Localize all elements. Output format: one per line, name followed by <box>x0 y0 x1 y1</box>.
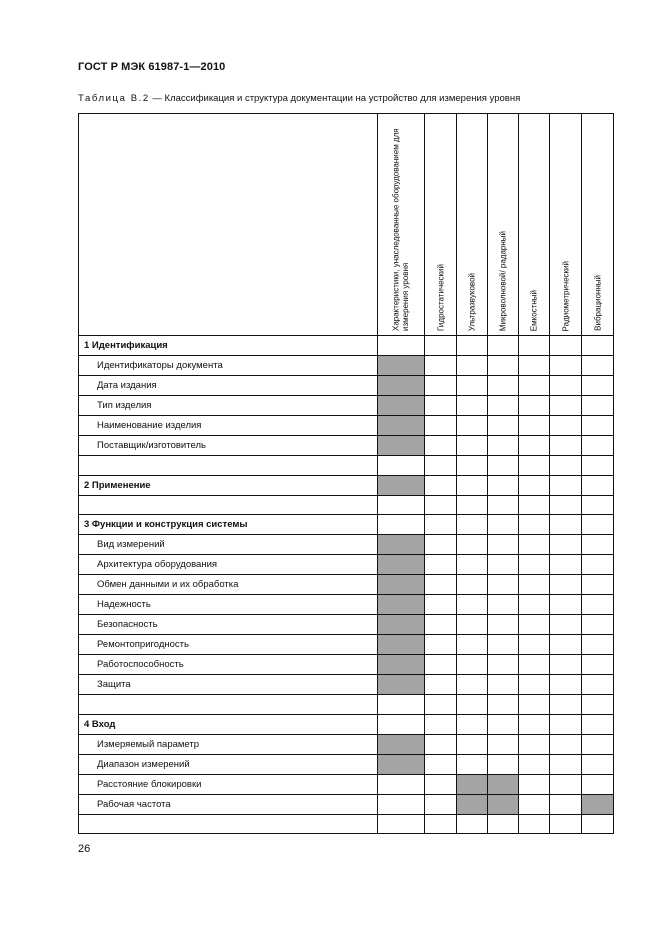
empty-cell <box>425 674 457 694</box>
empty-cell <box>550 655 582 675</box>
empty-cell <box>457 714 488 734</box>
empty-cell <box>550 754 582 774</box>
empty-cell <box>488 635 519 655</box>
row-label-cell: Рабочая частота <box>79 794 378 814</box>
empty-cell <box>519 415 550 435</box>
empty-cell <box>425 395 457 415</box>
empty-cell <box>519 754 550 774</box>
empty-cell <box>519 355 550 375</box>
column-header <box>550 114 582 336</box>
row-label-cell: Архитектура оборудования <box>79 555 378 575</box>
empty-cell <box>488 694 519 714</box>
empty-cell <box>425 415 457 435</box>
table-row <box>79 555 614 575</box>
empty-cell <box>378 714 425 734</box>
empty-cell <box>488 455 519 475</box>
empty-cell <box>425 515 457 535</box>
empty-cell <box>425 455 457 475</box>
shaded-cell <box>378 535 425 555</box>
row-label-cell: Надежность <box>79 595 378 615</box>
empty-cell <box>425 615 457 635</box>
shaded-cell <box>378 595 425 615</box>
column-header-label: Микроволновой/ радарный <box>498 230 508 331</box>
row-label-cell: Ремонтопригодность <box>79 635 378 655</box>
empty-cell <box>488 375 519 395</box>
table-row <box>79 655 614 675</box>
row-label-cell <box>79 455 378 475</box>
empty-cell <box>457 655 488 675</box>
empty-cell <box>519 395 550 415</box>
column-header-label: Ультразвуковой <box>467 272 477 331</box>
empty-cell <box>550 375 582 395</box>
empty-cell <box>550 535 582 555</box>
row-label-cell: Вид измерений <box>79 535 378 555</box>
empty-cell <box>425 475 457 495</box>
empty-cell <box>425 774 457 794</box>
caption-text: — Классификация и структура документации на устройство для измерения уровня <box>149 93 521 104</box>
empty-cell <box>582 774 614 794</box>
row-label-cell <box>79 694 378 714</box>
empty-cell <box>550 694 582 714</box>
empty-cell <box>550 794 582 814</box>
empty-cell <box>457 595 488 615</box>
empty-cell <box>582 515 614 535</box>
column-header-label: Емкостный <box>529 289 539 331</box>
empty-cell <box>425 655 457 675</box>
empty-cell <box>457 814 488 834</box>
column-header <box>457 114 488 336</box>
shaded-cell <box>457 774 488 794</box>
empty-cell <box>457 694 488 714</box>
empty-cell <box>488 535 519 555</box>
empty-cell <box>582 535 614 555</box>
shaded-cell <box>378 435 425 455</box>
empty-cell <box>519 575 550 595</box>
shaded-cell <box>378 355 425 375</box>
column-header-label: Вибрационный <box>592 275 602 331</box>
row-label-cell: Тип изделия <box>79 395 378 415</box>
empty-cell <box>519 336 550 356</box>
empty-cell <box>457 535 488 555</box>
empty-cell <box>582 635 614 655</box>
table-row <box>79 415 614 435</box>
empty-cell <box>425 435 457 455</box>
empty-cell <box>378 774 425 794</box>
table-row <box>79 535 614 555</box>
empty-cell <box>488 495 519 515</box>
table-row <box>79 575 614 595</box>
section-heading-cell: 4 Вход <box>79 714 378 734</box>
row-label-cell: Диапазон измерений <box>79 754 378 774</box>
empty-cell <box>457 355 488 375</box>
empty-cell <box>457 435 488 455</box>
empty-cell <box>425 495 457 515</box>
empty-cell <box>550 595 582 615</box>
column-header <box>519 114 550 336</box>
empty-cell <box>550 575 582 595</box>
empty-cell <box>519 475 550 495</box>
empty-cell <box>488 754 519 774</box>
column-header <box>582 114 614 336</box>
empty-cell <box>457 395 488 415</box>
row-label-cell: Обмен данными и их обработка <box>79 575 378 595</box>
empty-cell <box>457 455 488 475</box>
empty-cell <box>550 674 582 694</box>
empty-cell <box>488 475 519 495</box>
shaded-cell <box>488 774 519 794</box>
row-label-cell: Безопасность <box>79 615 378 635</box>
empty-cell <box>425 754 457 774</box>
empty-cell <box>488 595 519 615</box>
empty-cell <box>519 375 550 395</box>
empty-cell <box>519 455 550 475</box>
header-corner-cell <box>79 114 378 336</box>
empty-cell <box>425 336 457 356</box>
empty-cell <box>488 674 519 694</box>
row-label-cell: Измеряемый параметр <box>79 734 378 754</box>
empty-cell <box>457 674 488 694</box>
table-row <box>79 595 614 615</box>
empty-cell <box>457 754 488 774</box>
column-header <box>378 114 425 336</box>
empty-cell <box>550 515 582 535</box>
column-header-label: Характеристики, унаследованные оборудованием для измерения уровня <box>391 128 410 331</box>
empty-cell <box>425 535 457 555</box>
empty-cell <box>425 694 457 714</box>
table-row <box>79 674 614 694</box>
empty-cell <box>457 475 488 495</box>
shaded-cell <box>378 395 425 415</box>
table-caption <box>78 93 520 104</box>
empty-cell <box>457 375 488 395</box>
shaded-cell <box>378 655 425 675</box>
empty-cell <box>488 615 519 635</box>
shaded-cell <box>378 575 425 595</box>
shaded-cell <box>378 734 425 754</box>
column-header-label: Гидростатический <box>435 264 445 331</box>
shaded-cell <box>378 475 425 495</box>
empty-cell <box>519 674 550 694</box>
shaded-cell <box>582 794 614 814</box>
shaded-cell <box>378 415 425 435</box>
table-row <box>79 355 614 375</box>
empty-cell <box>488 555 519 575</box>
empty-cell <box>488 415 519 435</box>
classification-table <box>78 113 614 834</box>
empty-cell <box>457 495 488 515</box>
column-header <box>488 114 519 336</box>
table-row <box>79 814 614 834</box>
row-label-cell: Работоспособность <box>79 655 378 675</box>
empty-cell <box>519 734 550 754</box>
empty-cell <box>457 615 488 635</box>
empty-cell <box>457 415 488 435</box>
section-heading-cell: 3 Функции и конструкция системы <box>79 515 378 535</box>
empty-cell <box>519 794 550 814</box>
empty-cell <box>582 415 614 435</box>
empty-cell <box>550 355 582 375</box>
empty-cell <box>550 734 582 754</box>
caption-prefix: Таблица В.2 <box>78 93 150 104</box>
empty-cell <box>582 655 614 675</box>
row-label-cell: Идентификаторы документа <box>79 355 378 375</box>
empty-cell <box>378 794 425 814</box>
shaded-cell <box>378 635 425 655</box>
empty-cell <box>550 475 582 495</box>
empty-cell <box>378 495 425 515</box>
empty-cell <box>582 734 614 754</box>
empty-cell <box>519 774 550 794</box>
section-heading-cell: 2 Применение <box>79 475 378 495</box>
empty-cell <box>582 714 614 734</box>
empty-cell <box>519 595 550 615</box>
empty-cell <box>550 774 582 794</box>
empty-cell <box>582 575 614 595</box>
row-label-cell: Защита <box>79 674 378 694</box>
empty-cell <box>582 495 614 515</box>
empty-cell <box>582 475 614 495</box>
empty-cell <box>488 575 519 595</box>
shaded-cell <box>457 794 488 814</box>
table-row <box>79 694 614 714</box>
empty-cell <box>519 535 550 555</box>
table-row <box>79 336 614 356</box>
column-header-label: Радиометрический <box>560 260 570 331</box>
empty-cell <box>550 455 582 475</box>
empty-cell <box>425 635 457 655</box>
row-label-cell <box>79 495 378 515</box>
empty-cell <box>457 635 488 655</box>
table-row <box>79 635 614 655</box>
empty-cell <box>457 734 488 754</box>
empty-cell <box>457 575 488 595</box>
empty-cell <box>582 674 614 694</box>
row-label-cell: Расстояние блокировки <box>79 774 378 794</box>
empty-cell <box>582 754 614 774</box>
empty-cell <box>425 575 457 595</box>
empty-cell <box>488 655 519 675</box>
empty-cell <box>582 455 614 475</box>
empty-cell <box>550 635 582 655</box>
empty-cell <box>582 814 614 834</box>
empty-cell <box>550 495 582 515</box>
table-row <box>79 615 614 635</box>
empty-cell <box>488 336 519 356</box>
empty-cell <box>519 814 550 834</box>
empty-cell <box>582 395 614 415</box>
empty-cell <box>550 336 582 356</box>
table-row <box>79 774 614 794</box>
empty-cell <box>378 814 425 834</box>
table-row <box>79 734 614 754</box>
empty-cell <box>425 375 457 395</box>
row-label-cell: Дата издания <box>79 375 378 395</box>
empty-cell <box>488 714 519 734</box>
row-label-cell: Поставщик/изготовитель <box>79 435 378 455</box>
empty-cell <box>550 814 582 834</box>
shaded-cell <box>378 615 425 635</box>
empty-cell <box>488 395 519 415</box>
table-row <box>79 515 614 535</box>
empty-cell <box>582 375 614 395</box>
empty-cell <box>425 814 457 834</box>
empty-cell <box>378 694 425 714</box>
empty-cell <box>457 515 488 535</box>
empty-cell <box>425 714 457 734</box>
table-row <box>79 435 614 455</box>
empty-cell <box>425 794 457 814</box>
empty-cell <box>519 694 550 714</box>
shaded-cell <box>378 375 425 395</box>
empty-cell <box>519 515 550 535</box>
empty-cell <box>550 415 582 435</box>
shaded-cell <box>488 794 519 814</box>
empty-cell <box>519 655 550 675</box>
table-row <box>79 495 614 515</box>
empty-cell <box>582 615 614 635</box>
section-heading-cell: 1 Идентификация <box>79 336 378 356</box>
empty-cell <box>582 435 614 455</box>
table-row <box>79 754 614 774</box>
table-row <box>79 794 614 814</box>
empty-cell <box>582 336 614 356</box>
empty-cell <box>519 495 550 515</box>
empty-cell <box>488 734 519 754</box>
empty-cell <box>425 595 457 615</box>
empty-cell <box>488 355 519 375</box>
empty-cell <box>378 515 425 535</box>
empty-cell <box>425 734 457 754</box>
table-row <box>79 714 614 734</box>
row-label-cell: Наименование изделия <box>79 415 378 435</box>
page-number: 26 <box>78 843 91 855</box>
empty-cell <box>519 714 550 734</box>
document-header: ГОСТ Р МЭК 61987-1—2010 <box>78 61 226 73</box>
empty-cell <box>550 435 582 455</box>
empty-cell <box>582 555 614 575</box>
shaded-cell <box>378 674 425 694</box>
table-row <box>79 395 614 415</box>
empty-cell <box>550 395 582 415</box>
empty-cell <box>457 555 488 575</box>
empty-cell <box>488 515 519 535</box>
empty-cell <box>425 555 457 575</box>
shaded-cell <box>378 555 425 575</box>
empty-cell <box>550 555 582 575</box>
empty-cell <box>488 435 519 455</box>
empty-cell <box>519 615 550 635</box>
empty-cell <box>550 714 582 734</box>
empty-cell <box>550 615 582 635</box>
column-header <box>425 114 457 336</box>
empty-cell <box>582 694 614 714</box>
empty-cell <box>519 435 550 455</box>
shaded-cell <box>378 754 425 774</box>
table-row <box>79 375 614 395</box>
empty-cell <box>457 336 488 356</box>
table-row <box>79 455 614 475</box>
empty-cell <box>582 355 614 375</box>
header-row <box>79 114 614 336</box>
empty-cell <box>378 336 425 356</box>
empty-cell <box>378 455 425 475</box>
empty-cell <box>582 595 614 615</box>
row-label-cell <box>79 814 378 834</box>
empty-cell <box>488 814 519 834</box>
empty-cell <box>519 555 550 575</box>
empty-cell <box>425 355 457 375</box>
empty-cell <box>519 635 550 655</box>
table-row <box>79 475 614 495</box>
